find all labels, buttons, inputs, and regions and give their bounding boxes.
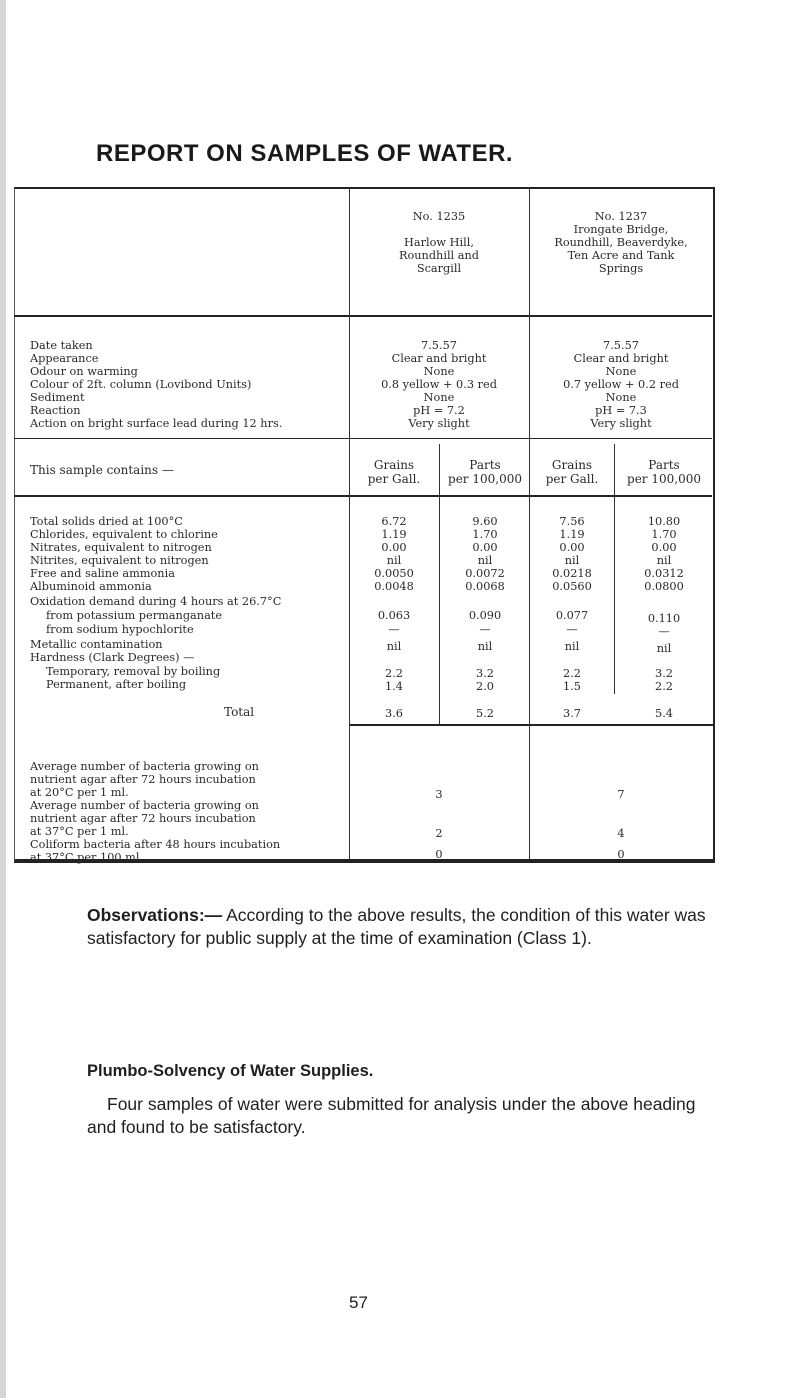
bacteria-label-line: Average number of bacteria growing on [30,799,259,812]
property-label: Action on bright surface lead during 12 hrs. [30,417,283,430]
unit-header-s2-parts: Parts per 100,000 [627,458,701,486]
bacteria-value: 3 [435,788,443,801]
total-value: 5.4 [655,707,673,720]
property-value: None [423,391,455,404]
value-cell: nil [386,554,402,567]
value-cell: 0.00 [381,541,407,554]
bacteria-value: 0 [435,848,443,861]
value-cell: 0.090 [468,609,502,622]
composition-label: Oxidation demand during 4 hours at 26.7°C [30,595,282,608]
value-cell: 10.80 [647,515,681,528]
property-value: 0.8 yellow + 0.3 red [381,378,497,391]
property-value: pH = 7.2 [413,404,465,417]
sample-1-header [350,210,528,275]
value-cell: — [658,625,670,638]
properties-sample-1 [350,339,528,430]
property-value: Clear and bright [573,352,669,365]
unit-header-s2-grains: Grains per Gall. [545,458,599,486]
value-cell: 0.00 [651,541,677,554]
property-label: Colour of 2ft. column (Lovibond Units) [30,378,252,391]
total-value: 5.2 [476,707,494,720]
bacteria-label-line: at 37°C per 100 ml. [30,851,144,864]
sample-2-header [531,210,711,275]
bacteria-value: 7 [617,788,625,801]
value-cell: 2.2 [385,667,403,680]
property-value: pH = 7.3 [595,404,647,417]
properties-sample-2 [531,339,711,430]
contains-label: This sample contains — [30,463,174,477]
unit-header-s1-parts: Parts per 100,000 [448,458,522,486]
value-cell: 3.2 [655,667,673,680]
bacteria-value: 0 [617,848,625,861]
value-cell: — [479,623,491,636]
property-label: Reaction [30,404,81,417]
observations-paragraph [87,904,707,950]
composition-label: Nitrites, equivalent to nitrogen [30,554,209,567]
value-cell: nil [564,640,580,653]
composition-label: from potassium permanganate [46,609,223,622]
col-divider-s2-units [614,444,615,694]
composition-label: Nitrates, equivalent to nitrogen [30,541,212,554]
value-cell: nil [656,554,672,567]
property-value: 7.5.57 [603,339,639,352]
value-cell: 0.063 [377,609,411,622]
value-cell: 0.0068 [465,580,505,593]
value-cell: — [566,623,578,636]
value-cell: nil [477,640,493,653]
col-divider-samples [529,187,530,859]
composition-label: Albuminoid ammonia [30,580,152,593]
rule-total-bottom [349,724,713,726]
bacteria-label-line: Average number of bacteria growing on [30,760,259,773]
property-label: Sediment [30,391,85,404]
col-divider-s1-units [439,444,440,726]
value-cell: 0.0072 [465,567,505,580]
value-cell: 1.19 [381,528,407,541]
total-label: Total [224,705,255,719]
plumbo-paragraph: Four samples of water were submitted for analysis under the above heading and found to be satisfactory. [87,1094,696,1137]
bacteria-label-line: nutrient agar after 72 hours incubation [30,812,256,825]
property-value: None [605,391,637,404]
value-cell: 1.4 [385,680,403,693]
value-cell: 0.00 [472,541,498,554]
value-cell: 0.0218 [552,567,592,580]
rule-units-bottom [14,495,712,497]
composition-label: Permanent, after boiling [46,678,187,691]
composition-label: Chlorides, equivalent to chlorine [30,528,218,541]
rule-properties-bottom [14,438,712,439]
property-label: Odour on warming [30,365,138,378]
observations-text: According to the above results, the condition of this water was satisfactory for public supply at the time of examination (Class 1). [87,905,706,948]
value-cell: 1.70 [472,528,498,541]
bacteria-label-line: at 20°C per 1 ml. [30,786,129,799]
value-cell: 6.72 [381,515,407,528]
bacteria-value: 2 [435,827,443,840]
composition-label: Metallic contamination [30,638,163,651]
sample-location-line: Harlow Hill, [404,236,474,249]
bacteria-label-line: at 37°C per 1 ml. [30,825,129,838]
value-cell: 0.0050 [374,567,414,580]
unit-header-s1-grains: Grains per Gall. [367,458,421,486]
property-value: Very slight [590,417,652,430]
observations-heading: Observations:— [87,905,223,925]
plumbo-heading: Plumbo-Solvency of Water Supplies. [87,1062,374,1080]
property-label: Date taken [30,339,93,352]
sample-number: No. 1235 [412,210,466,223]
composition-label: Temporary, removal by boiling [46,665,221,678]
sample-location-line: Springs [598,262,644,275]
value-cell: 9.60 [472,515,498,528]
sample-location-line: Ten Acre and Tank [567,249,675,262]
value-cell: 0.0560 [552,580,592,593]
value-cell: nil [656,642,672,655]
composition-label: from sodium hypochlorite [46,623,194,636]
page-edge-shadow [0,0,6,1398]
value-cell: 0.110 [647,612,681,625]
value-cell: — [388,623,400,636]
property-value: 0.7 yellow + 0.2 red [563,378,679,391]
value-cell: 1.5 [563,680,581,693]
total-value: 3.7 [563,707,581,720]
page-title: REPORT ON SAMPLES OF WATER. [96,140,514,167]
value-cell: 0.0312 [644,567,684,580]
value-cell: 2.0 [476,680,494,693]
value-cell: 2.2 [563,667,581,680]
composition-label: Free and saline ammonia [30,567,175,580]
sample-location-line: Irongate Bridge, [573,223,669,236]
property-value: None [423,365,455,378]
bacteria-label-line: nutrient agar after 72 hours incubation [30,773,256,786]
bacteria-label-line: Coliform bacteria after 48 hours incubation [30,838,281,851]
composition-label: Hardness (Clark Degrees) — [30,651,195,664]
value-cell: 2.2 [655,680,673,693]
value-cell: 3.2 [476,667,494,680]
value-cell: 7.56 [559,515,585,528]
bacteria-value: 4 [617,827,625,840]
rule-header-bottom [14,315,712,317]
property-value: 7.5.57 [421,339,457,352]
value-cell: nil [386,640,402,653]
property-value: None [605,365,637,378]
page-number: 57 [349,1293,368,1312]
value-cell: nil [564,554,580,567]
sample-number: No. 1237 [594,210,648,223]
sample-location-line: Roundhill, Beaverdyke, [554,236,688,249]
value-cell: nil [477,554,493,567]
total-value: 3.6 [385,707,403,720]
value-cell: 0.0048 [374,580,414,593]
sample-location-line: Roundhill and [398,249,480,262]
value-cell: 0.0800 [644,580,684,593]
value-cell: 1.19 [559,528,585,541]
sample-location-line: Scargill [416,262,462,275]
value-cell: 0.077 [555,609,589,622]
property-value: Very slight [408,417,470,430]
composition-label: Total solids dried at 100°C [30,515,183,528]
property-value: Clear and bright [391,352,487,365]
property-label: Appearance [30,352,99,365]
value-cell: 1.70 [651,528,677,541]
value-cell: 0.00 [559,541,585,554]
